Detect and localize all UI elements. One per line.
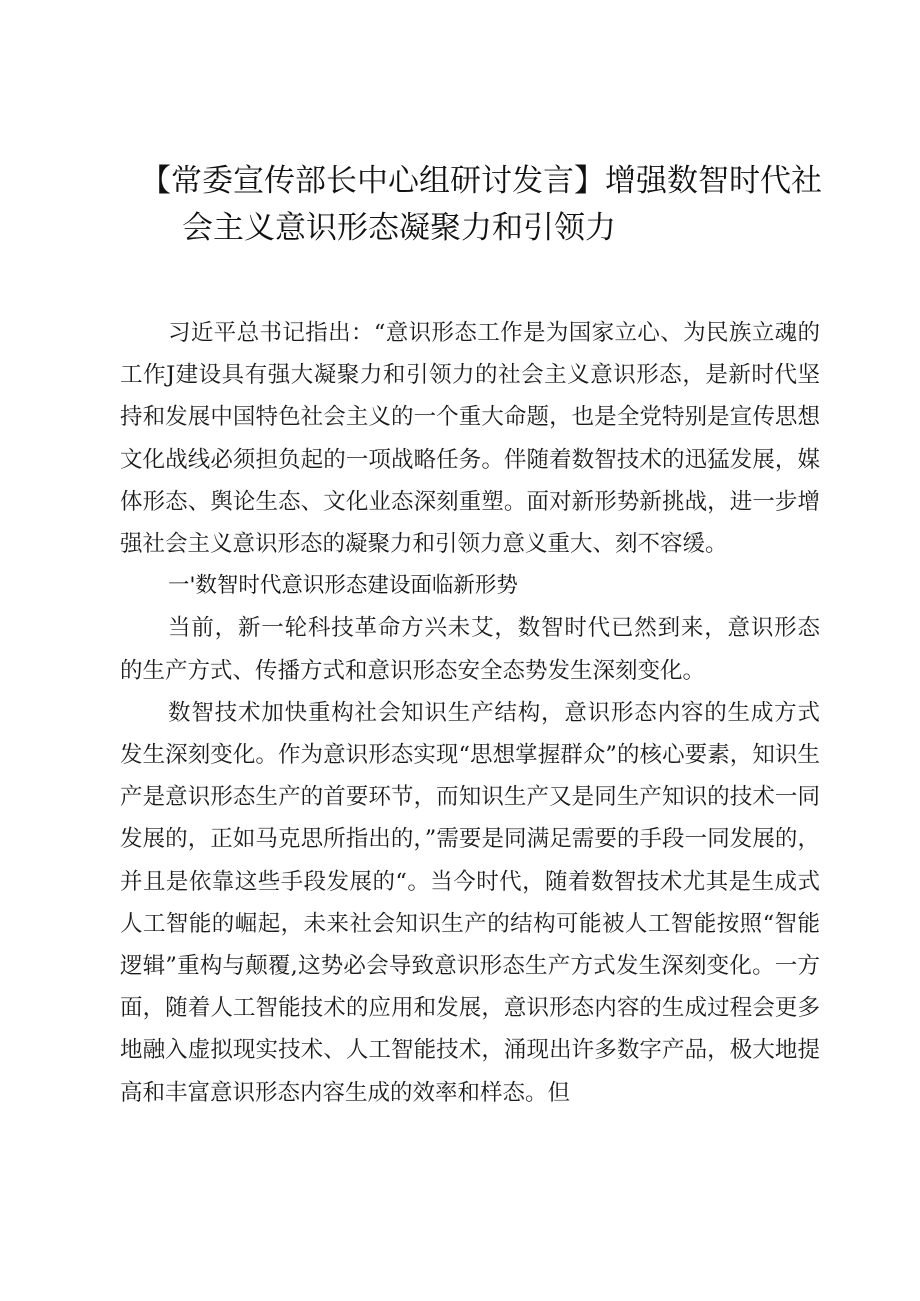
paragraph-knowledge-production: 数智技术加快重构社会知识生产结构，意识形态内容的生成方式发生深刻变化。作为意识形态实现“思想掌握群众”的核心要素，知识生产是意识形态生产的首要环节，而知识生产又是同生产知识的技术一同发展的，正如马克思所指出的，”需要是同满足需要的手段一同发展的，并且是依靠这些手段发展的“。当今时代，随着数智技术尤其是生成式人工智能的崛起，未来社会知识生产的结构可能被人工智能按照“智能逻辑”重构与颠覆,这势必会导致意识形态生产方式发生深刻变化。一方面，随着人工智能技术的应用和发展，意识形态内容的生成过程会更多地融入虚拟现实技术、人工智能技术，涌现出许多数字产品，极大地提高和丰富意识形态内容生成的效率和样态。但 [120,699,820,1106]
intro-paragraph: 习近平总书记指出：“意识形态工作是为国家立心、为民族立魂的工作J建设具有强大凝聚力和引领力的社会主义意识形态，是新时代坚持和发展中国特色社会主义的一个重大命题，也是全党特别是宣传思想文化战线必须担负起的一项战略任务。伴随着数智技术的迅猛发展，媒体形态、舆论生态、文化业态深刻重塑。面对新形势新挑战，进一步增强社会主义意识形态的凝聚力和引领力意义重大、刻不容缓。 [120,320,820,558]
document-title [140,158,840,252]
paragraph-current-situation: 当前，新一轮科技革命方兴未艾，数智时代已然到来，意识形态的生产方式、传播方式和意识形态安全态势发生深刻变化。 [120,615,820,684]
document-body [120,312,820,1114]
title-line-1: 【常委宣传部长中心组研讨发言】增强数智时代社 [140,163,822,199]
section-heading-1: 一'数智时代意识形态建设面临新形势 [168,573,518,599]
title-line-2: 会主义意识形态凝聚力和引领力 [182,210,616,246]
